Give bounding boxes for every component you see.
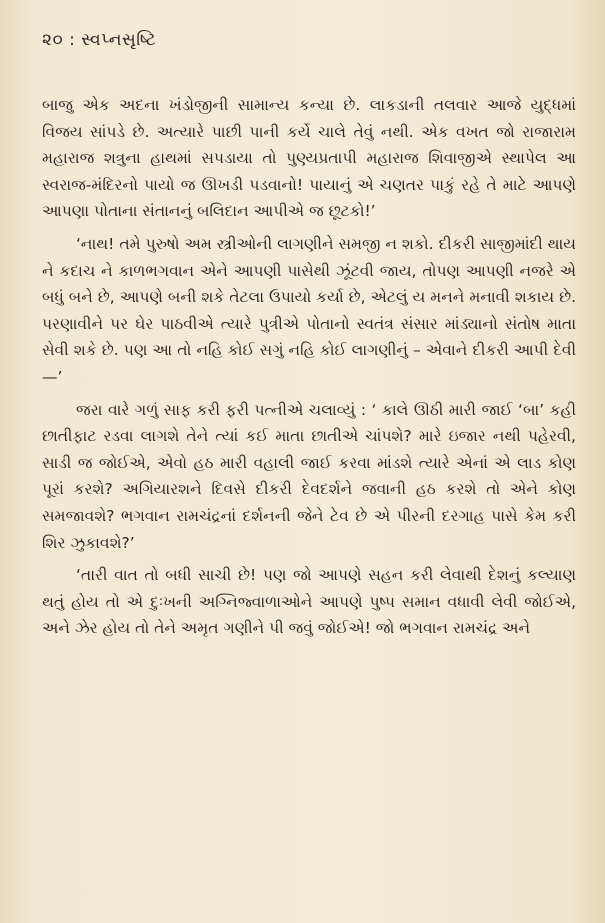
paragraph-2: ‘નાથ! તમે પુરુષો અમ સ્ત્રીઓની લાગણીને સમજી ન શકો. દીકરી સાજીમાંદી થાય ને કદાચ ને કાળભગવાન એને આપણી પાસેથી ઝૂંટવી જાય, તોપણ આપણી નજરે એ બધું બને છે, આપણે બની શકે તેટલા ઉપાયો કર્યા છે, એટલું ય મનને મનાવી શકાય છે. પરણાવીને પર ઘેર પાઠવીએ ત્યારે પુત્રીએ પોતાનો સ્વતંત્ર સંસાર માંડ્યાનો સંતોષ માતા સેવી શકે છે. પણ આ તો નહિ કોઈ સગું નહિ કોઈ લાગણીનું – એવાને દીકરી આપી દેવી—’ [42, 234, 576, 386]
paragraph-1: બાજુ એક અદના ખંડોજીની સામાન્ય કન્યા છે. લાકડાની તલવાર આજે યુદ્ધમાં વિજય સાંપડે છે. અત્યારે પાછી પાની કર્યે ચાલે તેવું નથી. એક વખત જો રાજારામ મહારાજ શત્રુના હાથમાં સપડાયા તો પુણ્યપ્રતાપી મહારાજ શિવાજીએ સ્થાપેલ આ સ્વરાજ-મંદિરનો પાયો જ ઊખડી પડવાનો! પાયાનું એ ચણતર પાકું રહે તે માટે આપણે આપણા પોતાના સંતાનનું બલિદાન આપીએ જ છૂટકો!’ [42, 96, 576, 221]
running-header: ૨૦ : સ્વપ્નસૃષ્ટિ [42, 30, 157, 50]
paragraph-3: જરા વારે ગળું સાફ કરી ફરી પત્નીએ ચલાવ્યું : ‘ કાલે ઊઠી મારી જાઈ ‘બા’ કહી છાતીફાટ રડવા લાગશે તેને ત્યાં કઈ માતા છાતીએ ચાંપશે? મારે ઇજાર નથી પહેરવી, સાડી જ જોઈએ, એવો હઠ મારી વહાલી જાઈ કરવા માંડશે ત્યારે એનાં એ લાડ કોણ પૂરાં કરશે? અગિયારશને દિવસે દીકરી દેવદર્શને જવાની હઠ કરશે તો એને કોણ સમજાવશે? ભગવાન રામચંદ્રનાં દર્શનની જેને ટેવ છે એ પીરની દરગાહ પાસે કેમ કરી શિર ઝુકાવશે?’ [42, 400, 576, 552]
paragraph-4: ‘તારી વાત તો બધી સાચી છે! પણ જો આપણે સહન કરી લેવાથી દેશનું કલ્યાણ થતું હોય તો એ દુઃખની અગ્નિજ્વાળાઓને આપણે પુષ્પ સમાન વધાવી લેવી જોઈએ, અને ઝેર હોય તો તેને અમૃત ગણીને પી જવું જોઈએ! જો ભગવાન રામચંદ્ર અને [42, 566, 576, 638]
page-body [42, 92, 576, 642]
